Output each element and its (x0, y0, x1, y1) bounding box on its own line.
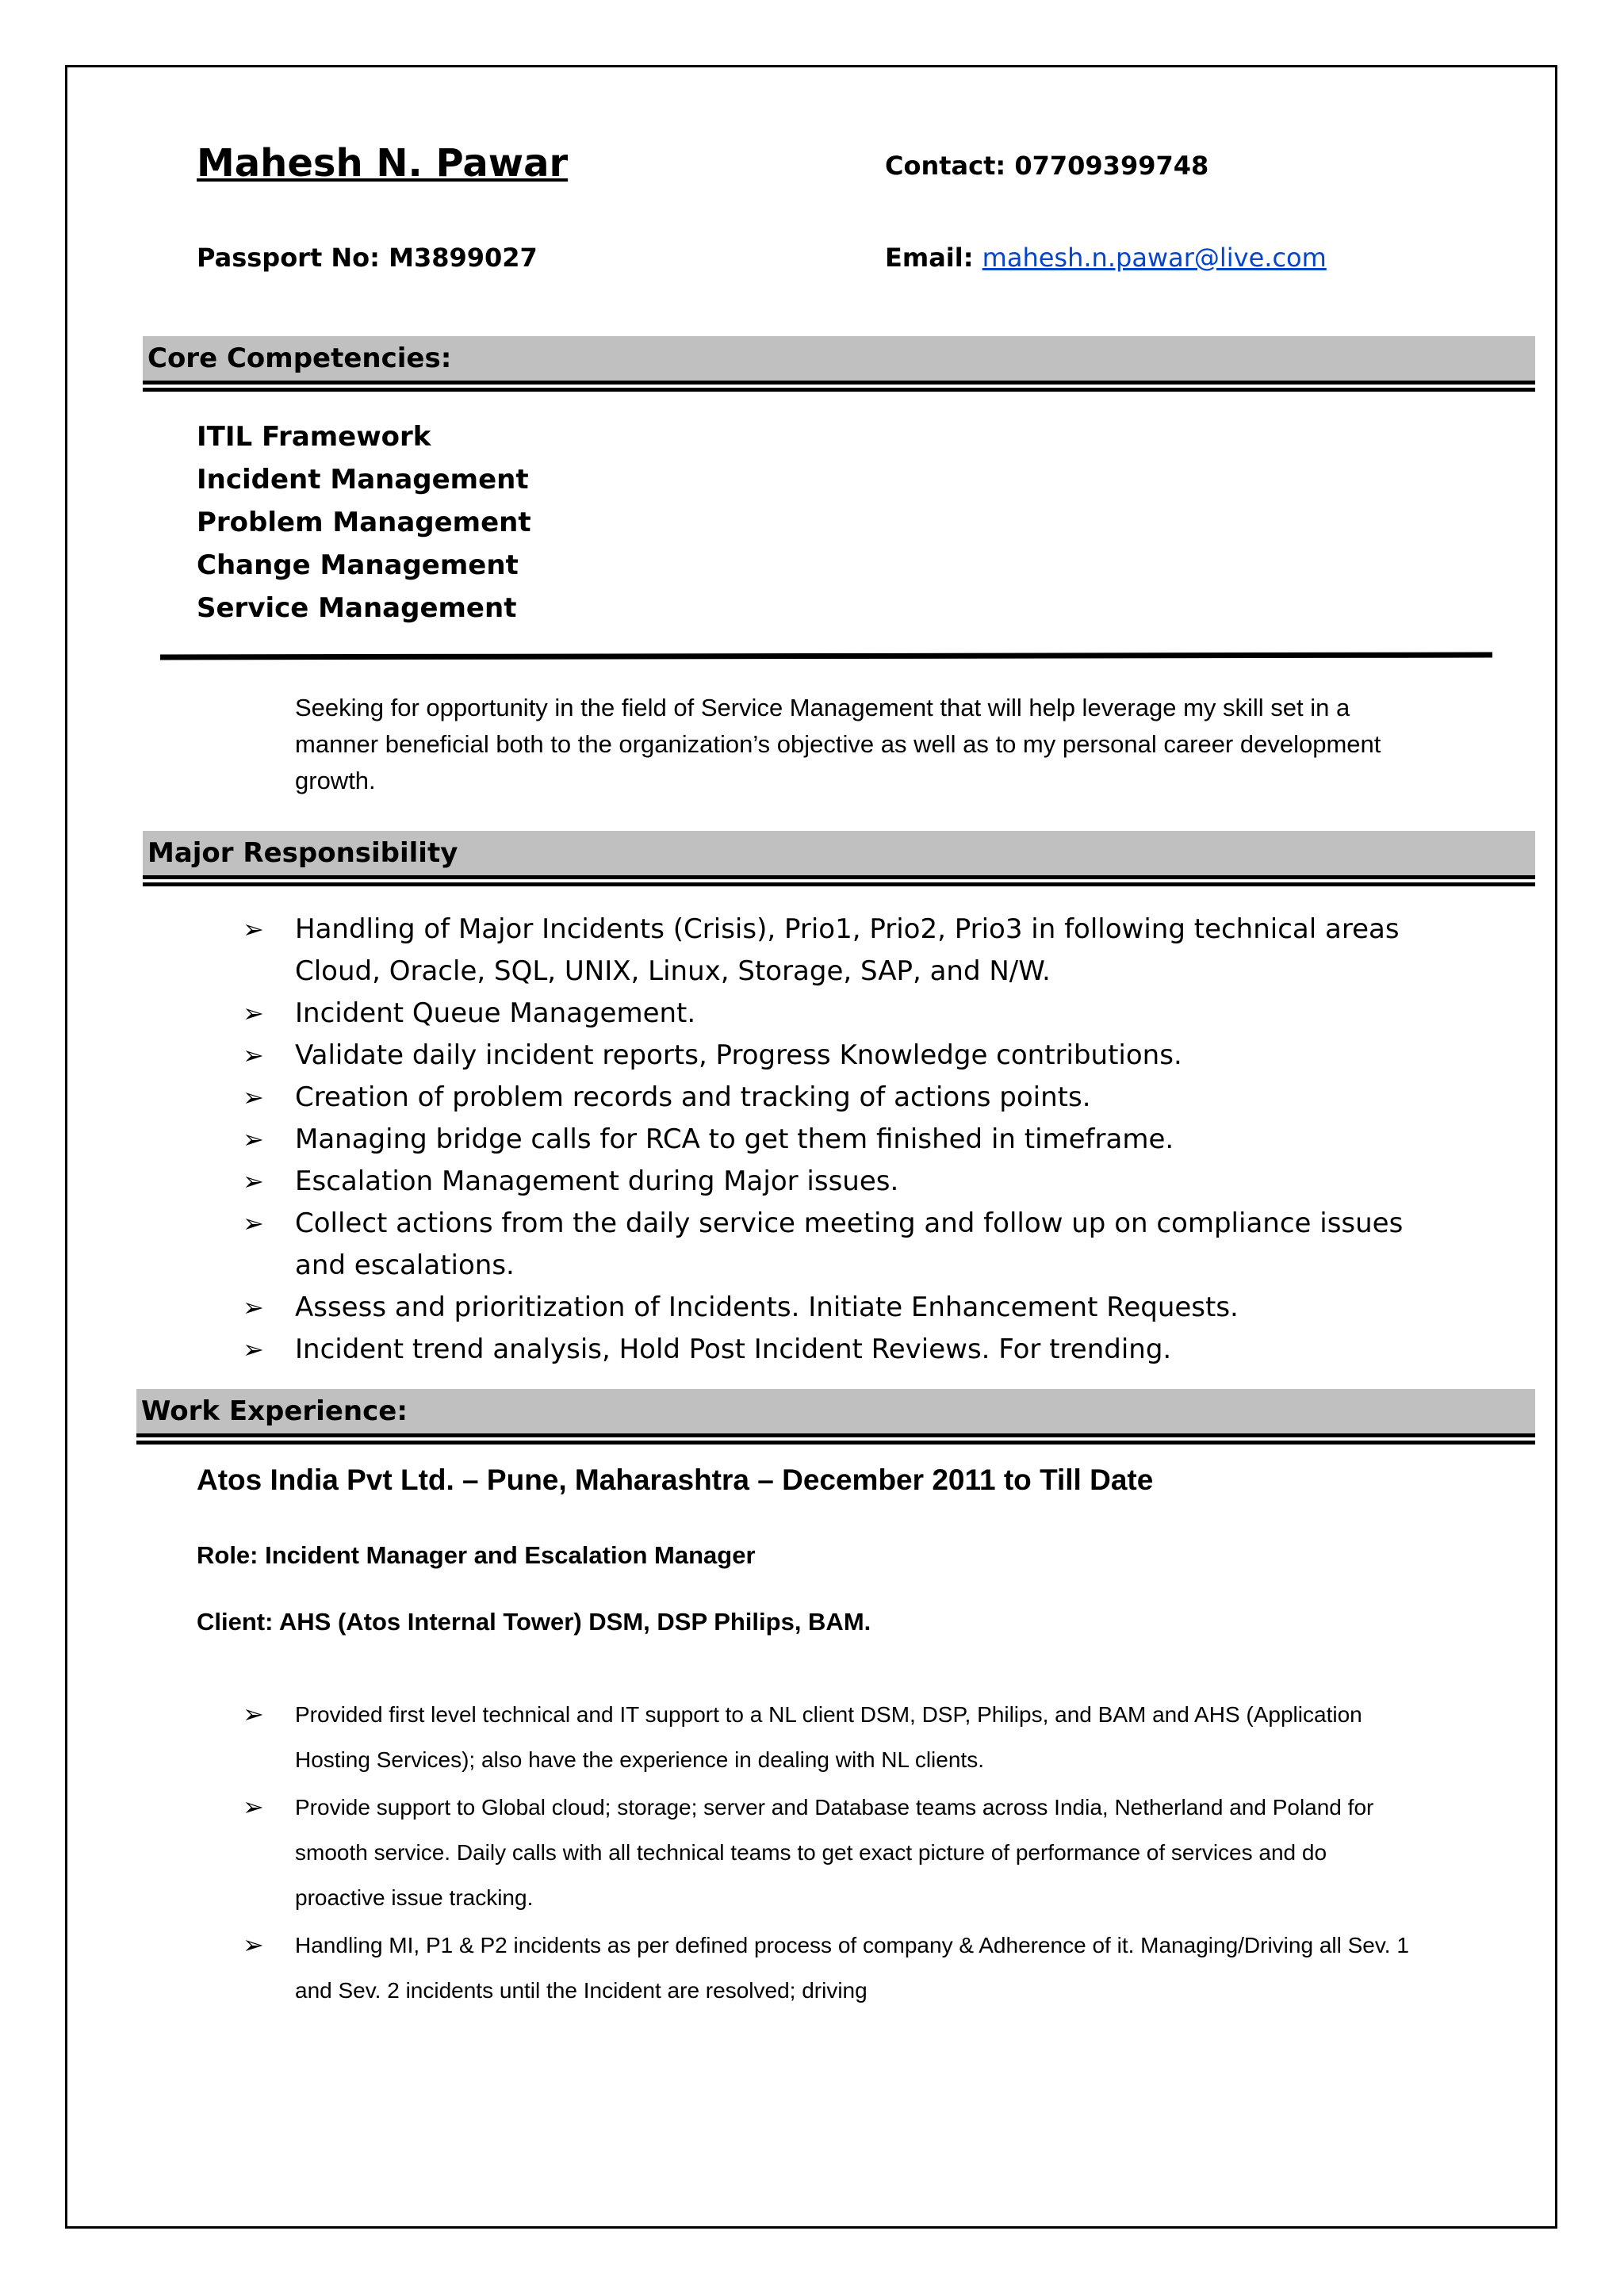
list-item: ➢ Provide support to Global cloud; storage; server and Database teams across India, Netherland and Poland for smooth service. Daily calls with all technical teams to get exact picture of performance of services and do proactive issue tracking. (243, 1785, 1416, 1920)
section-major-responsibility (143, 831, 1535, 875)
list-item: Problem Management (197, 507, 531, 538)
list-item: ➢ Handling of Major Incidents (Crisis), Prio1, Prio2, Prio3 in following technical areas Cloud, Oracle, SQL, UNIX, Linux, Storage, SAP, and N/W. (243, 909, 1432, 993)
list-item: ➢ Escalation Management during Major issues. (243, 1161, 1432, 1203)
email-link[interactable]: mahesh.n.pawar@live.com (982, 243, 1327, 273)
list-item: ➢ Assess and prioritization of Incidents. Initiate Enhancement Requests. (243, 1287, 1432, 1329)
list-item: Incident Management (197, 464, 529, 496)
list-item: ➢ Collect actions from the daily service meeting and follow up on compliance issues and escalations. (243, 1203, 1432, 1287)
list-item: ➢ Provided first level technical and IT support to a NL client DSM, DSP, Philips, and BAM and AHS (Application Hosting Services); also have the experience in dealing with NL clients. (243, 1692, 1416, 1782)
candidate-name: Mahesh N. Pawar (197, 141, 569, 186)
list-item: ➢ Incident trend analysis, Hold Post Incident Reviews. For trending. (243, 1329, 1432, 1371)
email-line (885, 243, 1327, 273)
objective-text: Seeking for opportunity in the field of Service Management that will help leverage my skill set in a manner beneficial both to the organization’s objective as well as to my personal career development growth. (295, 694, 1381, 794)
responsibility-list (243, 909, 1432, 1371)
section-title: Work Experience: (141, 1395, 408, 1427)
competency-list (197, 415, 531, 629)
section-rule (136, 1433, 1535, 1445)
contact-line (885, 151, 1208, 181)
list-item: Change Management (197, 549, 519, 581)
contact-value: 07709399748 (1014, 151, 1209, 181)
section-title: Major Responsibility (147, 837, 458, 869)
list-item: Service Management (197, 592, 517, 624)
section-core-competencies (143, 336, 1535, 381)
email-label: Email: (885, 243, 974, 273)
list-item: ➢ Managing bridge calls for RCA to get them finished in timeframe. (243, 1119, 1432, 1161)
experience-bullets (243, 1692, 1416, 2015)
contact-label: Contact: (885, 151, 1006, 181)
job-role: Role: Incident Manager and Escalation Manager (197, 1541, 756, 1569)
job-title: Atos India Pvt Ltd. – Pune, Maharashtra – December 2011 to Till Date (197, 1464, 1154, 1496)
list-item: ➢ Validate daily incident reports, Progress Knowledge contributions. (243, 1035, 1432, 1077)
section-rule (143, 875, 1535, 886)
list-item: ➢ Incident Queue Management. (243, 993, 1432, 1035)
section-title: Core Competencies: (147, 342, 452, 374)
list-item: ➢ Creation of problem records and tracking of actions points. (243, 1077, 1432, 1119)
job-client: Client: AHS (Atos Internal Tower) DSM, DSP Philips, BAM. (197, 1608, 871, 1636)
list-item: ITIL Framework (197, 421, 431, 453)
section-rule (143, 381, 1535, 392)
passport-value: M3899027 (389, 243, 538, 273)
section-work-experience (136, 1389, 1535, 1433)
passport-line (197, 243, 538, 273)
list-item: ➢ Handling MI, P1 & P2 incidents as per defined process of company & Adherence of it. Managing/Driving all Sev. 1 and Sev. 2 incidents until the Incident are resolved; driving (243, 1923, 1416, 2013)
passport-label: Passport No: (197, 243, 380, 273)
